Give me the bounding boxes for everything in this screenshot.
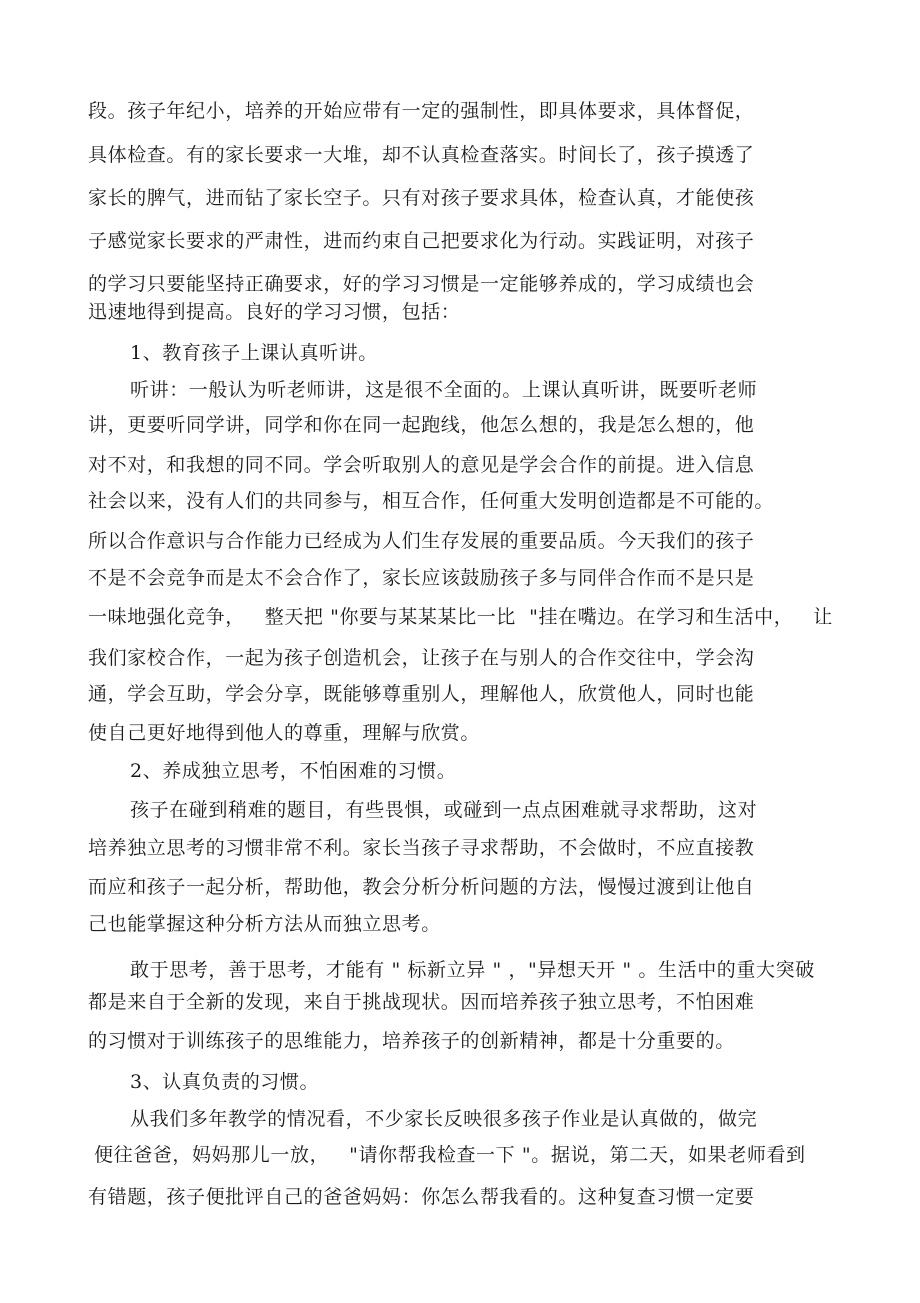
text-line: 讲，更要听同学讲，同学和你在同一起跑线，他怎么想的，我是怎么想的，他: [88, 414, 755, 436]
text-line: 所以合作意识与合作能力已经成为人们生存发展的重要品质。今天我们的孩子: [88, 530, 755, 552]
text-line: 便往爸爸，妈妈那儿一放， "请你帮我检查一下 "。据说，第二天，如果老师看到: [94, 1144, 806, 1166]
text-line: 子感觉家长要求的严肃性，进而约束自己把要求化为行动。实践证明，对孩子: [88, 230, 755, 252]
section-heading: 1、教育孩子上课认真听讲。: [130, 342, 378, 364]
text-line: 对不对，和我想的同不同。学会听取别人的意见是学会合作的前提。进入信息: [88, 454, 755, 476]
text-line: 都是来自于全新的发现，来自于挑战现状。因而培养孩子独立思考，不怕困难: [88, 991, 755, 1013]
text-line: 的学习只要能坚持正确要求，好的学习习惯是一定能够养成的，学习成绩也会: [88, 273, 755, 295]
text-line: 孩子在碰到稍难的题目，有些畏惧，或碰到一点点困难就寻求帮助，这对: [130, 799, 758, 821]
text-line: 听讲：一般认为听老师讲，这是很不全面的。上课认真听讲，既要听老师: [130, 379, 758, 401]
section-heading: 3、认真负责的习惯。: [130, 1071, 320, 1093]
text-line: 具体检查。有的家长要求一大堆，却不认真检查落实。时间长了，孩子摸透了: [88, 144, 755, 166]
text-line: 一味地强化竞争， 整天把 "你要与某某某比一比 "挂在嘴边。在学习和生活中， 让: [88, 606, 833, 628]
text-line: 而应和孩子一起分析，帮助他，教会分析分析问题的方法，慢慢过渡到让他自: [88, 876, 755, 898]
section-heading: 2、养成独立思考，不怕困难的习惯。: [130, 760, 457, 782]
text-line: 不是不会竞争而是太不会合作了，家长应该鼓励孩子多与同伴合作而不是只是: [88, 567, 755, 589]
text-line: 使自己更好地得到他人的尊重，理解与欣赏。: [88, 722, 481, 744]
text-line: 敢于思考，善于思考，才能有 " 标新立异 " ，"异想天开 " 。生活中的重大突破: [130, 959, 815, 981]
text-line: 有错题，孩子便批评自己的爸爸妈妈：你怎么帮我看的。这种复查习惯一定要: [88, 1186, 755, 1208]
text-line: 段。孩子年纪小，培养的开始应带有一定的强制性，即具体要求，具体督促，: [88, 100, 755, 122]
text-line: 的习惯对于训练孩子的思维能力，培养孩子的创新精神，都是十分重要的。: [88, 1030, 735, 1052]
text-line: 培养独立思考的习惯非常不利。家长当孩子寻求帮助，不会做时，不应直接教: [88, 837, 755, 859]
text-line: 社会以来，没有人们的共同参与，相互合作，任何重大发明创造都是不可能的。: [88, 490, 775, 512]
text-line: 通，学会互助，学会分享，既能够尊重别人，理解他人，欣赏他人，同时也能: [88, 683, 755, 705]
text-line: 从我们多年教学的情况看，不少家长反映很多孩子作业是认真做的，做完: [130, 1108, 758, 1130]
text-line: 己也能掌握这种分析方法从而独立思考。: [88, 913, 441, 935]
text-line: 我们家校合作，一起为孩子创造机会，让孩子在与别人的合作交往中，学会沟: [88, 647, 755, 669]
text-line: 家长的脾气，进而钻了家长空子。只有对孩子要求具体，检查认真，才能使孩: [88, 187, 755, 209]
text-line: 迅速地得到提高。良好的学习习惯，包括：: [88, 301, 461, 323]
